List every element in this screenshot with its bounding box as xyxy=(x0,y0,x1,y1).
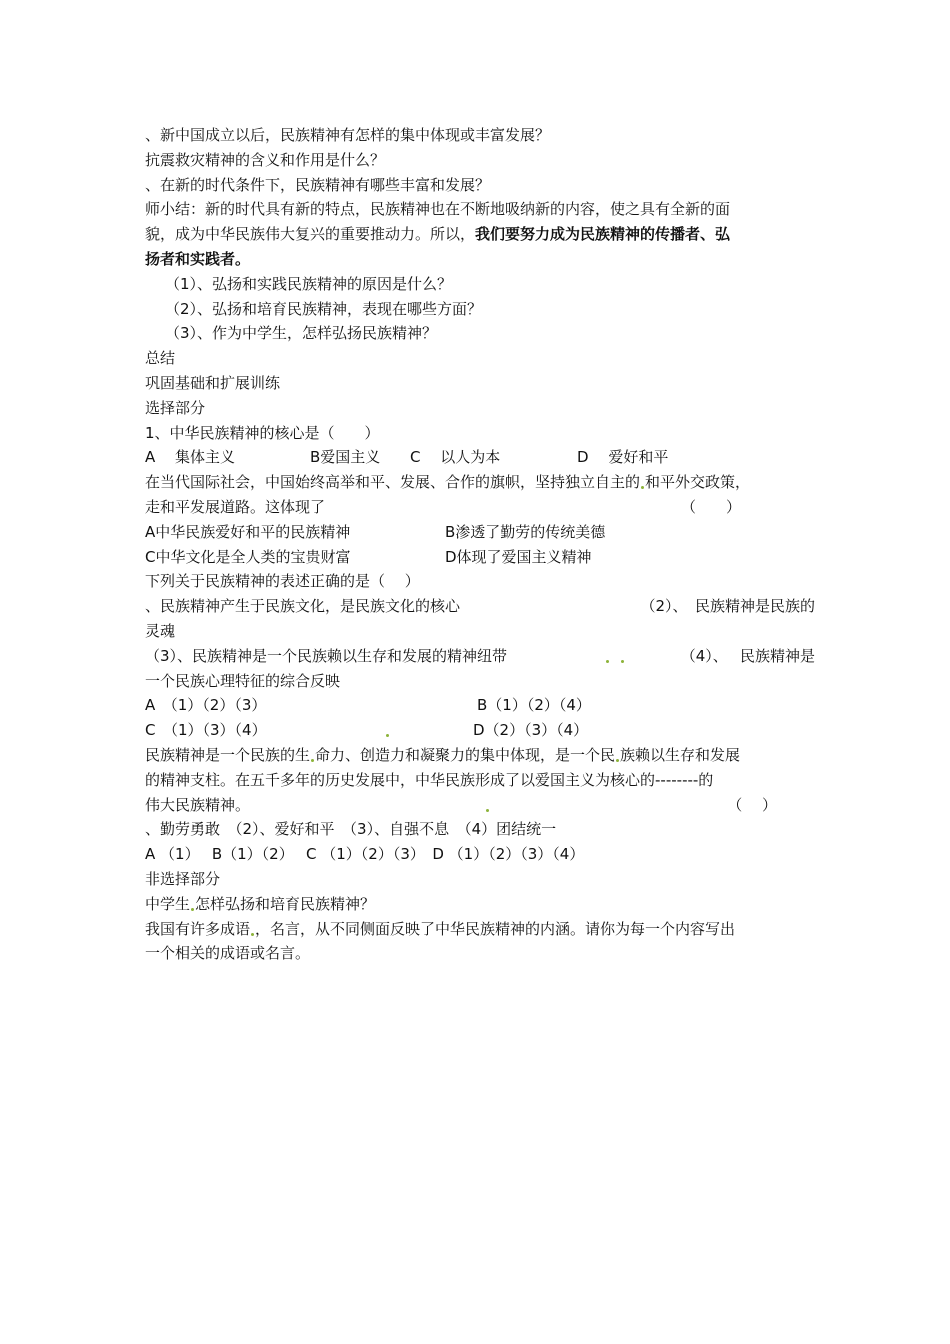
bold-text: 我们要努力成为民族精神的传播者、弘 xyxy=(475,225,731,244)
question-3-options xyxy=(145,693,815,718)
text-span: 伟大民族精神。 xyxy=(145,795,251,814)
option-b: B爱国主义 xyxy=(310,448,381,467)
text-span: 貌，成为中华民族伟大复兴的重要推动力。所以， xyxy=(145,225,476,244)
option-a: A 集体主义 xyxy=(145,448,236,467)
option-c: C 以人为本 xyxy=(410,448,501,467)
text-span: 怎样弘扬和培育民族精神？ xyxy=(195,894,376,913)
statement-4: （4）、 民族精神是 xyxy=(680,646,815,665)
question-4-options: A （1） B（1）（2） C （1）（2）（3） D （1）（2）（3）（4） xyxy=(145,845,585,864)
text-span: 族赖以生存和发展 xyxy=(620,745,741,764)
text-line: 的精神支柱。在五千多年的历史发展中，中华民族形成了以爱国主义为核心的--------的 xyxy=(145,770,714,789)
text-line: 、新中国成立以后，民族精神有怎样的集中体现或丰富发展？ xyxy=(145,126,551,144)
answer-paren: （ ） xyxy=(680,497,741,516)
statement-3: （3）、民族精神是一个民族赖以生存和发展的精神纽带 xyxy=(145,646,508,665)
text-line: 灵魂 xyxy=(145,621,176,640)
section-heading: 选择部分 xyxy=(145,398,206,417)
statement-1: 、民族精神产生于民族文化，是民族文化的核心 xyxy=(145,597,461,616)
mark-dot xyxy=(621,660,624,663)
text-span: 民族精神是一个民族的生 xyxy=(145,745,311,764)
option-a: A中华民族爱好和平的民族精神 xyxy=(145,522,351,541)
option-b: B渗透了勤劳的传统美德 xyxy=(445,522,606,541)
option-d: D体现了爱国主义精神 xyxy=(445,547,592,566)
question-item: （1）、弘扬和实践民族精神的原因是什么？ xyxy=(165,274,453,293)
statement-line xyxy=(145,594,815,619)
text-line: 一个相关的成语或名言。 xyxy=(145,944,311,963)
mark-dot xyxy=(386,734,389,737)
question-2-options xyxy=(145,520,815,545)
answer-paren: （ ） xyxy=(727,795,777,814)
option-c: C （1）（3）（4） xyxy=(145,721,267,740)
mark-dot xyxy=(486,809,489,812)
text-line: 、在新的时代条件下，民族精神有哪些丰富和发展？ xyxy=(145,175,491,194)
text-line xyxy=(145,222,815,247)
question-2-options xyxy=(145,545,815,570)
text-line: 师小结：新的时代具有新的特点，民族精神也在不断地吸纳新的内容，使之具有全新的面 xyxy=(145,200,731,219)
question-3: 下列关于民族精神的表述正确的是（ ） xyxy=(145,572,420,591)
question-5 xyxy=(145,892,815,917)
section-heading: 非选择部分 xyxy=(145,869,221,888)
text-span: 中学生 xyxy=(145,894,191,913)
text-span: 我国有许多成语 xyxy=(145,919,251,938)
mark-dot xyxy=(251,933,254,936)
question-4-line xyxy=(145,793,815,818)
mark-dot xyxy=(191,908,194,911)
bold-text: 扬者和实践者。 xyxy=(145,249,251,268)
section-heading: 巩固基础和扩展训练 xyxy=(145,373,281,392)
statement-line xyxy=(145,644,815,669)
mark-dot xyxy=(616,759,619,762)
question-1-options xyxy=(145,445,815,470)
question-6 xyxy=(145,917,815,942)
text-span: 走和平发展道路。这体现了 xyxy=(145,497,326,516)
document-page xyxy=(145,123,815,966)
text-line: 一个民族心理特征的综合反映 xyxy=(145,671,341,690)
question-2-line xyxy=(145,495,815,520)
text-line: 抗震救灾精神的含义和作用是什么？ xyxy=(145,150,386,169)
text-span: ，名言，从不同侧面反映了中华民族精神的内涵。请你为每一个内容写出 xyxy=(255,919,736,938)
mark-dots xyxy=(385,718,473,743)
option-d: D（2）（3）（4） xyxy=(473,721,589,740)
question-item: （3）、作为中学生，怎样弘扬民族精神？ xyxy=(165,324,438,343)
option-b: B（1）（2）（4） xyxy=(477,696,591,715)
question-2 xyxy=(145,470,815,495)
option-c: C中华文化是全人类的宝贵财富 xyxy=(145,547,351,566)
text-span: 命力、创造力和凝聚力的集中体现，是一个民 xyxy=(315,745,616,764)
text-span: 在当代国际社会，中国始终高举和平、发展、合作的旗帜，坚持独立自主的 xyxy=(145,473,641,492)
statement-2: （2）、 民族精神是民族的 xyxy=(640,597,815,616)
mark-dots xyxy=(485,793,490,818)
section-heading: 总结 xyxy=(145,349,176,368)
question-1: 1、中华民族精神的核心是（ ） xyxy=(145,423,380,442)
option-a: A （1）（2）（3） xyxy=(145,696,267,715)
mark-dot xyxy=(641,486,644,489)
question-item: （2）、弘扬和培育民族精神，表现在哪些方面？ xyxy=(165,299,483,318)
mark-dots xyxy=(605,644,625,669)
option-d: D 爱好和平 xyxy=(577,448,669,467)
mark-dot xyxy=(606,660,609,663)
statement-line: 、勤劳勇敢 （2）、爱好和平 （3）、自强不息 （4）团结统一 xyxy=(145,820,557,839)
text-span: 和平外交政策， xyxy=(645,473,751,492)
mark-dot xyxy=(311,759,314,762)
question-4 xyxy=(145,743,815,768)
question-3-options xyxy=(145,718,815,743)
